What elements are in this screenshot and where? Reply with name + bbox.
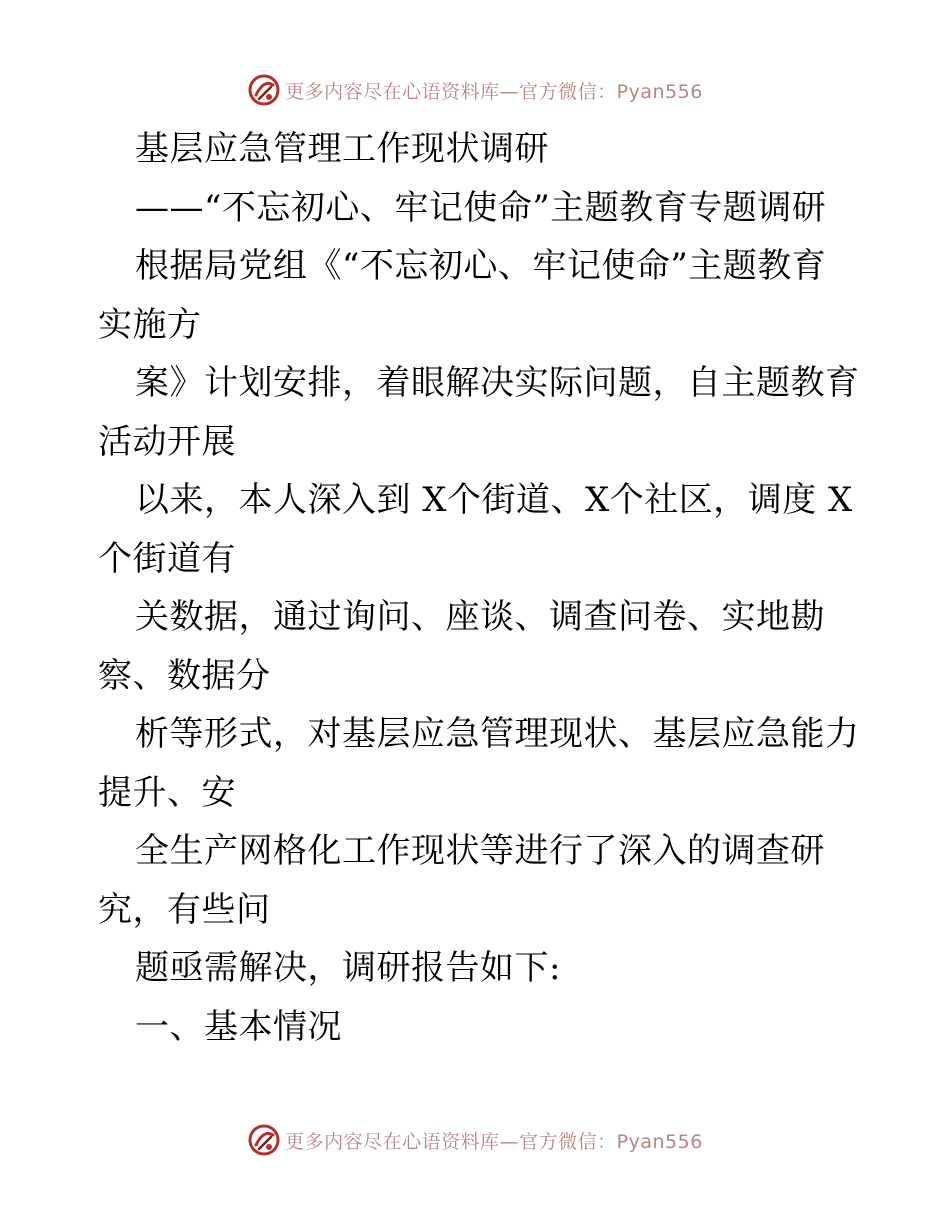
doc-line: 察、数据分 (98, 655, 271, 696)
doc-line: 以来，本人深入到 X个街道、X个社区，调度 X (135, 480, 853, 520)
document-body (98, 120, 858, 1056)
doc-line: 关数据，通过询问、座谈、调查问卷、实地勘 (135, 597, 825, 637)
doc-line: 活动开展 (98, 421, 236, 462)
section-heading: 一、基本情况 (135, 1006, 342, 1047)
header-watermark (0, 70, 950, 110)
watermark-text: 更多内容尽在心语资料库—官方微信：Pyan556 (285, 1130, 703, 1153)
doc-line: 全生产网格化工作现状等进行了深入的调查研 (135, 831, 825, 871)
red-seal-logo-icon (247, 73, 281, 107)
doc-line: 析等形式，对基层应急管理现状、基层应急能力 (135, 714, 860, 754)
doc-line: 题亟需解决，调研报告如下: (135, 948, 561, 988)
doc-subtitle: ——“不忘初心、牢记使命”主题教育专题调研 (135, 187, 827, 228)
doc-line: 案》计划安排，着眼解决实际问题，自主题教育 (135, 363, 860, 403)
watermark-text: 更多内容尽在心语资料库—官方微信：Pyan556 (285, 80, 703, 103)
doc-title: 基层应急管理工作现状调研 (135, 129, 549, 169)
doc-line: 提升、安 (98, 772, 236, 813)
doc-line: 根据局党组《“不忘初心、牢记使命”主题教育 (135, 246, 827, 286)
doc-line: 个街道有 (98, 538, 236, 579)
doc-line: 实施方 (98, 304, 202, 345)
red-seal-logo-icon (247, 1123, 281, 1157)
footer-watermark (0, 1120, 950, 1160)
doc-line: 究，有些问 (98, 889, 271, 930)
